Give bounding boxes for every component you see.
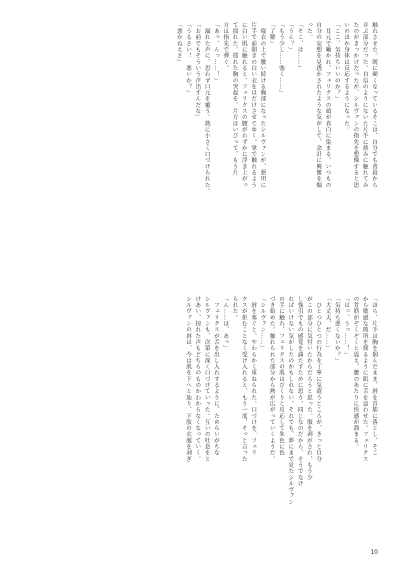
text-line: から敏感な箇所を探るように肌に舌を這わせた。フェリクス bbox=[361, 296, 368, 463]
text-line: し強引でもの感覚を満たすために思う。同じなのだから、そうでなけ bbox=[296, 296, 303, 487]
text-line: 触れさせた。既に硬くなっているそこは、自分でも普段から bbox=[371, 22, 377, 189]
text-line: った。 bbox=[305, 22, 312, 41]
text-line: がこの部分に気付いたからだろうと思った。服を剥がされ、もう少 bbox=[305, 296, 312, 481]
lower-text-tier bbox=[22, 296, 378, 548]
text-line: 弄ぶ部分だった。自信のようにないた片手に挟みに触れてみ bbox=[361, 22, 368, 189]
page-number: 10 bbox=[370, 549, 378, 556]
text-line: の背筋がぞくぞくと震え、腰のあたりに快感が溜まる。 bbox=[352, 296, 359, 450]
text-line: 「大丈夫、だ……」 bbox=[324, 296, 331, 352]
text-line: づき始めた。触れられた部分から熱が広がっていくようだ。 bbox=[268, 296, 275, 463]
text-line: 「了解」 bbox=[268, 22, 275, 47]
text-line: けあい、掠れた声もどちらのものかわからなくなっていく。 bbox=[194, 296, 201, 463]
text-line: 寝衣の上で腰い続ける胸部になったシルヴァンが、悪用に bbox=[259, 22, 266, 189]
text-line: シルヴァンの唇は、今は肌を下へと辿り、下肢の衣服を剥ぎ bbox=[185, 296, 192, 463]
text-line: 「シルヴァン……」 bbox=[259, 296, 266, 352]
text-line: 「そこ、は……」 bbox=[296, 22, 303, 72]
text-line: 自分の妄想を見透かされたような気がして、余計に興奮を煽 bbox=[315, 22, 322, 189]
text-line: 唇を塞ぐと、やわらかく重ねられた。口づけを、フェリ bbox=[250, 296, 257, 456]
text-line: ひとつひとつの行為を丁寧に気遣うところが、きっと自分 bbox=[315, 296, 322, 463]
text-line: ればいけない気がしたのかもしれない。それでも、夢にまで見たシルヴァン bbox=[287, 296, 294, 506]
text-line: て揺れた。揺れた胸の突起を、片方はいびって、もう片 bbox=[231, 22, 238, 176]
text-line: たのがきっかけだったが、シルヴァンの指先を想像すると思 bbox=[352, 22, 359, 189]
text-line: フェリクスが舌を出し入れするように、ためらいがちな bbox=[212, 296, 219, 456]
text-line: 「うるさい！ 悪いか？」 bbox=[185, 22, 192, 96]
text-line: の手に触れ、フェリクスの肌はびくりと反応して朱色に色 bbox=[278, 296, 285, 456]
text-line: 「お前でもそういう声出すんだな」 bbox=[194, 22, 201, 121]
text-line: 漏れた声に、思わず口元を覆う。熱に小さく口づけられた。 bbox=[203, 22, 210, 195]
text-line: 「ここ、気持ちいいのか？」 bbox=[333, 22, 340, 102]
text-line: 「ほら、片手は胸を掴んだまま、唇を首筋に落とし、そこ bbox=[371, 296, 377, 456]
upper-text-tier bbox=[22, 22, 378, 274]
text-line: 片手で前開きの白い衣をはだけさせてゆく。掌で触れるよう bbox=[250, 22, 257, 189]
text-line: 「うん？」 bbox=[287, 22, 294, 53]
text-line: 方は指先で弾ぐ。 bbox=[222, 22, 229, 72]
text-line: 耳元で囁かれ、フェリクスの頭が真白に染まる。いつもの bbox=[324, 22, 331, 189]
text-line: 「気持ち悪くないか？」 bbox=[333, 296, 340, 364]
text-line: 「はっ、うっ……！」 bbox=[343, 296, 350, 358]
text-line: いのほか身体は反応するようになった。 bbox=[343, 22, 350, 133]
text-line: クスが拒むことなく受け入れると、もう一度、そっと言った bbox=[240, 296, 247, 463]
text-line: 「悪かねえさ」 bbox=[175, 22, 182, 66]
text-line: 「ん……は、あっ」 bbox=[222, 296, 229, 352]
text-line: 「あっ、んっ……！」 bbox=[212, 22, 219, 84]
text-line: 「もう少し……強く……」 bbox=[278, 22, 285, 96]
text-line: シルヴァンも、次第に深く口づけていった。互いの吐息をと bbox=[203, 296, 210, 463]
text-line: に白い肌に触れると、フェリクスの腰がわずかに浮き上がっ bbox=[240, 22, 247, 189]
text-line: られた。 bbox=[231, 296, 238, 321]
